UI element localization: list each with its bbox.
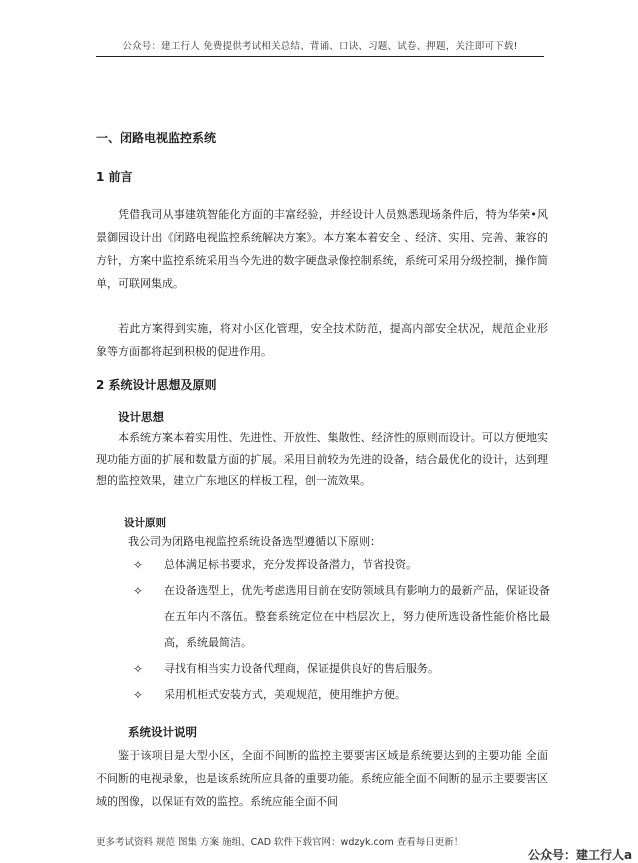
diamond-bullet-icon: ✧ <box>133 662 144 676</box>
system-design-heading: 系统设计说明 <box>128 725 197 739</box>
design-principle-heading: 设计原则 <box>124 517 166 529</box>
section-title: 一、闭路电视监控系统 <box>96 131 217 145</box>
page-header: 公众号：建工行人 免费提供考试相关总结、背诵、口诀、习题、试卷、押题，关注即可下载! <box>122 41 518 52</box>
list-item: ✧ 采用机柜式安装方式，美观规范，使用维护方便。 <box>130 682 550 708</box>
system-design-text: 鉴于该项目是大型小区，全面不间断的监控主要要害区域是系统要达到的主要功能 全面不间断的电视录象，也是该系统所应具备的重要功能。系统应能全面不间断的显示主要要害区域的图像，以保证有效的监控。系统应能全面不间 <box>96 749 548 808</box>
list-item: ✧ 寻找有相当实力设备代理商，保证提供良好的售后服务。 <box>130 656 550 682</box>
page-footer: 更多考试资料 规范 图集 方案 施组、CAD 软件下载官网：wdzyk.com 查看每日更新！ <box>96 837 464 848</box>
watermark: 公众号：建工行人a <box>528 848 633 862</box>
principle-list <box>130 552 550 708</box>
principle-intro: 我公司为闭路电视监控系统设备选型遵循以下原则： <box>128 535 381 548</box>
diamond-bullet-icon: ✧ <box>133 688 144 702</box>
preface-heading: 1 前言 <box>96 170 133 184</box>
preface-paragraph-2: 若此方案得到实施，将对小区化管理，安全技术防范，提高内部安全状况，规范企业形 象等方面都将起到积极的促进作用。 <box>96 322 548 358</box>
header-rule <box>96 56 544 57</box>
diamond-bullet-icon: ✧ <box>133 558 144 572</box>
list-item: ✧ 总体满足标书要求，充分发挥设备潜力，节省投资。 <box>130 552 550 578</box>
list-item: ✧ 在设备选型上，优先考虑选用目前在安防领域具有影响力的最新产品，保证设备在五年内不落伍。整套系统定位在中档层次上，努力使所选设备性能价格比最高，系统最简洁。 <box>130 578 550 656</box>
design-thought-heading: 设计思想 <box>118 410 164 424</box>
diamond-bullet-icon: ✧ <box>133 584 144 598</box>
design-thought-text: 本系统方案本着实用性、先进性、开放性、集散性、经济性的原则而设计。可以方便地实现功能方面的扩展和数量方面的扩展。采用目前较为先进的设备，结合最优化的设计，达到理想的监控效果，建立广东地区的样板工程，创一流效果。 <box>96 431 548 487</box>
preface-paragraph-1: 凭借我司从事建筑智能化方面的丰富经验，并经设计人员熟悉现场条件后，特为华荣•风景御园设计出《闭路电视监控系统解决方案》。本方案本着安全 、经济、实用、完善、兼容的方针，方案中监控系统采用当今先进的数字硬盘录像控制系统，系统可采用分级控制，操作简单，可联网集成。 <box>96 208 548 290</box>
design-principles-heading: 2 系统设计思想及原则 <box>96 378 217 392</box>
